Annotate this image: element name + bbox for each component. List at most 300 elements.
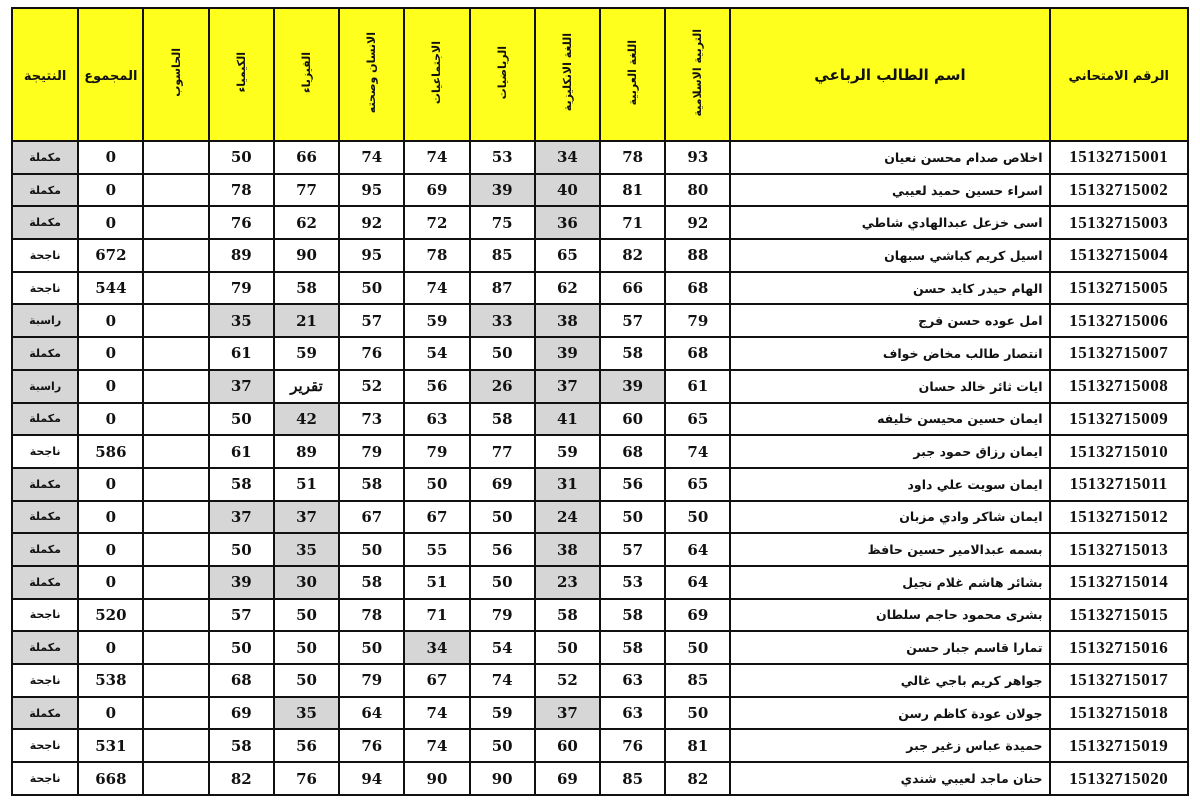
- header-subject-islamic: [665, 8, 730, 141]
- grade-cell: 61: [209, 337, 274, 370]
- table-row: [12, 435, 1188, 468]
- grade-cell: [143, 468, 208, 501]
- grade-cell: 82: [665, 762, 730, 795]
- table-row: [12, 664, 1188, 697]
- table-row: [12, 501, 1188, 534]
- grade-cell: 50: [209, 631, 274, 664]
- grade-cell: 34: [404, 631, 469, 664]
- grade-cell: [143, 533, 208, 566]
- grade-cell: 65: [535, 239, 600, 272]
- total-cell: 531: [78, 729, 143, 762]
- student-name-cell: تمارا قاسم جبار حسن: [730, 631, 1049, 664]
- header-subject-english: [535, 8, 600, 141]
- result-cell: ناجحة: [12, 762, 78, 795]
- total-cell: 0: [78, 697, 143, 730]
- student-name-cell: الهام حيدر كايد حسن: [730, 272, 1049, 305]
- header-subject-math: [470, 8, 535, 141]
- grade-cell: [143, 272, 208, 305]
- exam-number-cell: 15132715007: [1050, 337, 1188, 370]
- grade-cell: 76: [209, 206, 274, 239]
- student-name-cell: ايمان حسين محيسن خليفه: [730, 403, 1049, 436]
- grade-cell: 50: [339, 533, 404, 566]
- grade-cell: 58: [339, 566, 404, 599]
- result-cell: راسبة: [12, 304, 78, 337]
- grade-cell: 39: [535, 337, 600, 370]
- exam-number-cell: 15132715019: [1050, 729, 1188, 762]
- exam-number-cell: 15132715014: [1050, 566, 1188, 599]
- grade-cell: 34: [535, 141, 600, 174]
- student-name-cell: اسراء حسين حميد لعيبي: [730, 174, 1049, 207]
- grade-cell: 66: [274, 141, 339, 174]
- grade-cell: 50: [274, 664, 339, 697]
- grade-cell: [143, 403, 208, 436]
- grade-cell: 81: [600, 174, 665, 207]
- exam-number-cell: 15132715005: [1050, 272, 1188, 305]
- total-cell: 586: [78, 435, 143, 468]
- grade-cell: 40: [535, 174, 600, 207]
- grade-cell: 79: [404, 435, 469, 468]
- header-total: [78, 8, 143, 141]
- grade-cell: 94: [339, 762, 404, 795]
- grade-cell: 85: [600, 762, 665, 795]
- grade-cell: 37: [535, 370, 600, 403]
- grade-cell: 37: [274, 501, 339, 534]
- grade-cell: 50: [665, 697, 730, 730]
- grade-cell: 50: [470, 337, 535, 370]
- header-row: [12, 8, 1188, 141]
- total-cell: 0: [78, 337, 143, 370]
- student-name-cell: ايمان رزاق حمود جبر: [730, 435, 1049, 468]
- result-cell: مكملة: [12, 141, 78, 174]
- total-cell: 0: [78, 370, 143, 403]
- grade-cell: 35: [274, 533, 339, 566]
- grade-cell: 62: [535, 272, 600, 305]
- grade-cell: [143, 174, 208, 207]
- grade-cell: [143, 337, 208, 370]
- grade-cell: [143, 141, 208, 174]
- grade-cell: 82: [600, 239, 665, 272]
- grade-cell: 58: [535, 599, 600, 632]
- grade-cell: 56: [600, 468, 665, 501]
- grade-cell: 64: [665, 533, 730, 566]
- grade-cell: 90: [404, 762, 469, 795]
- grade-cell: 58: [209, 729, 274, 762]
- grade-cell: 62: [274, 206, 339, 239]
- exam-number-cell: 15132715002: [1050, 174, 1188, 207]
- grade-cell: 50: [665, 631, 730, 664]
- exam-number-cell: 15132715003: [1050, 206, 1188, 239]
- grade-cell: 50: [274, 599, 339, 632]
- grade-cell: 67: [404, 501, 469, 534]
- grade-cell: 77: [470, 435, 535, 468]
- table-row: [12, 599, 1188, 632]
- grade-cell: 50: [600, 501, 665, 534]
- grade-cell: 65: [665, 468, 730, 501]
- grade-cell: 39: [209, 566, 274, 599]
- grade-cell: 35: [209, 304, 274, 337]
- subject-label: الحاسوب: [169, 48, 183, 97]
- student-name-cell: اسيل كريم كباشي سبهان: [730, 239, 1049, 272]
- exam-number-cell: 15132715012: [1050, 501, 1188, 534]
- grade-cell: 50: [470, 729, 535, 762]
- grade-cell: 74: [470, 664, 535, 697]
- grade-cell: 75: [470, 206, 535, 239]
- grade-cell: 50: [209, 403, 274, 436]
- student-name-cell: جواهر كريم باجي غالي: [730, 664, 1049, 697]
- grade-cell: 35: [274, 697, 339, 730]
- grade-cell: 79: [665, 304, 730, 337]
- grade-cell: 26: [470, 370, 535, 403]
- grade-cell: 74: [339, 141, 404, 174]
- total-cell: 672: [78, 239, 143, 272]
- grade-cell: 24: [535, 501, 600, 534]
- total-cell: 538: [78, 664, 143, 697]
- table-row: [12, 403, 1188, 436]
- grade-cell: [143, 370, 208, 403]
- grade-cell: 60: [600, 403, 665, 436]
- grade-cell: 92: [339, 206, 404, 239]
- grade-cell: 81: [665, 729, 730, 762]
- grade-cell: 76: [339, 729, 404, 762]
- grade-cell: 73: [339, 403, 404, 436]
- grade-cell: 56: [274, 729, 339, 762]
- result-cell: ناجحة: [12, 435, 78, 468]
- grade-cell: 50: [339, 631, 404, 664]
- result-cell: مكملة: [12, 337, 78, 370]
- grade-cell: 72: [404, 206, 469, 239]
- grade-cell: 50: [470, 501, 535, 534]
- result-cell: مكملة: [12, 206, 78, 239]
- grade-cell: 58: [339, 468, 404, 501]
- header-result-label: النتيجة: [23, 69, 67, 84]
- grade-cell: 77: [274, 174, 339, 207]
- subject-label: الانسان وصحته: [365, 31, 379, 114]
- grade-cell: 55: [404, 533, 469, 566]
- table-row: [12, 762, 1188, 795]
- grade-cell: 50: [339, 272, 404, 305]
- header-exam-number: [1050, 8, 1188, 141]
- grade-cell: [143, 631, 208, 664]
- total-cell: 0: [78, 501, 143, 534]
- subject-label: اللغة الانكليزية: [560, 33, 574, 112]
- grade-cell: 78: [209, 174, 274, 207]
- grade-cell: تقرير: [274, 370, 339, 403]
- grade-cell: 76: [600, 729, 665, 762]
- grade-cell: 59: [404, 304, 469, 337]
- grade-cell: [143, 762, 208, 795]
- total-cell: 0: [78, 468, 143, 501]
- result-cell: مكملة: [12, 631, 78, 664]
- exam-number-cell: 15132715017: [1050, 664, 1188, 697]
- results-table: [11, 7, 1189, 796]
- grade-cell: 53: [600, 566, 665, 599]
- total-cell: 668: [78, 762, 143, 795]
- grade-cell: 90: [274, 239, 339, 272]
- grade-cell: 59: [470, 697, 535, 730]
- grade-cell: [143, 599, 208, 632]
- header-exam-number-label: الرقم الامتحاني: [1068, 69, 1169, 84]
- subject-label: الرياضيات: [495, 45, 509, 100]
- total-cell: 0: [78, 206, 143, 239]
- grade-cell: 50: [209, 533, 274, 566]
- grade-cell: [143, 697, 208, 730]
- grade-cell: 64: [665, 566, 730, 599]
- grade-cell: 79: [209, 272, 274, 305]
- grade-cell: 88: [665, 239, 730, 272]
- grade-cell: 21: [274, 304, 339, 337]
- grade-cell: 74: [404, 272, 469, 305]
- grade-cell: 50: [470, 566, 535, 599]
- student-name-cell: بشرى محمود حاجم سلطان: [730, 599, 1049, 632]
- grade-cell: [143, 206, 208, 239]
- student-name-cell: حميدة عباس زغير جبر: [730, 729, 1049, 762]
- student-name-cell: بشائر هاشم غلام نجيل: [730, 566, 1049, 599]
- header-subject-arabic: [600, 8, 665, 141]
- grade-cell: 50: [209, 141, 274, 174]
- table-row: [12, 729, 1188, 762]
- grade-cell: 76: [339, 337, 404, 370]
- grade-cell: 30: [274, 566, 339, 599]
- exam-number-cell: 15132715004: [1050, 239, 1188, 272]
- table-row: [12, 141, 1188, 174]
- header-total-label: المجموع: [84, 69, 138, 84]
- grade-cell: 52: [339, 370, 404, 403]
- header-subject-health: [339, 8, 404, 141]
- grade-cell: [143, 664, 208, 697]
- grade-cell: 89: [274, 435, 339, 468]
- grade-cell: 61: [209, 435, 274, 468]
- grade-cell: 93: [665, 141, 730, 174]
- grade-cell: 87: [470, 272, 535, 305]
- result-cell: ناجحة: [12, 599, 78, 632]
- table-row: [12, 468, 1188, 501]
- grade-cell: 58: [209, 468, 274, 501]
- header-student-name: [730, 8, 1049, 141]
- grade-cell: 57: [600, 304, 665, 337]
- grade-cell: 56: [470, 533, 535, 566]
- table-row: [12, 370, 1188, 403]
- grade-cell: 37: [535, 697, 600, 730]
- grade-cell: 74: [404, 697, 469, 730]
- result-cell: راسبة: [12, 370, 78, 403]
- grade-cell: 78: [600, 141, 665, 174]
- grade-cell: 79: [339, 435, 404, 468]
- result-cell: مكملة: [12, 468, 78, 501]
- result-cell: مكملة: [12, 501, 78, 534]
- grade-cell: 50: [274, 631, 339, 664]
- grade-cell: 58: [470, 403, 535, 436]
- grade-cell: 74: [404, 729, 469, 762]
- grade-cell: 23: [535, 566, 600, 599]
- grade-cell: 78: [339, 599, 404, 632]
- student-name-cell: بسمه عبدالامير حسين حافظ: [730, 533, 1049, 566]
- total-cell: 0: [78, 533, 143, 566]
- grade-cell: 41: [535, 403, 600, 436]
- grade-cell: [143, 566, 208, 599]
- table-row: [12, 272, 1188, 305]
- header-subject-physics: [274, 8, 339, 141]
- header-result: [12, 8, 78, 141]
- grade-cell: 50: [665, 501, 730, 534]
- grade-cell: 66: [600, 272, 665, 305]
- grade-cell: [143, 239, 208, 272]
- grade-cell: 74: [665, 435, 730, 468]
- grade-cell: 39: [470, 174, 535, 207]
- table-row: [12, 631, 1188, 664]
- grade-cell: 38: [535, 304, 600, 337]
- grade-cell: 71: [404, 599, 469, 632]
- grade-cell: 59: [535, 435, 600, 468]
- grade-cell: 36: [535, 206, 600, 239]
- header-student-name-label: اسم الطالب الرباعي: [814, 66, 966, 84]
- grade-cell: 82: [209, 762, 274, 795]
- grade-cell: 33: [470, 304, 535, 337]
- table-row: [12, 566, 1188, 599]
- grade-cell: 31: [535, 468, 600, 501]
- grade-cell: 69: [209, 697, 274, 730]
- grade-cell: 63: [600, 664, 665, 697]
- result-cell: ناجحة: [12, 272, 78, 305]
- grade-cell: 85: [665, 664, 730, 697]
- table-row: [12, 337, 1188, 370]
- subject-label: التربية الاسلامية: [691, 28, 705, 117]
- student-name-cell: اخلاص صدام محسن نعيان: [730, 141, 1049, 174]
- table-row: [12, 239, 1188, 272]
- grade-cell: 85: [470, 239, 535, 272]
- grade-cell: 54: [404, 337, 469, 370]
- grade-cell: 57: [209, 599, 274, 632]
- exam-number-cell: 15132715001: [1050, 141, 1188, 174]
- grade-cell: 52: [535, 664, 600, 697]
- grade-cell: 65: [665, 403, 730, 436]
- grade-cell: 38: [535, 533, 600, 566]
- table-row: [12, 533, 1188, 566]
- grade-cell: 37: [209, 501, 274, 534]
- subject-label: اللغة العربية: [626, 39, 640, 106]
- grade-cell: 71: [600, 206, 665, 239]
- student-name-cell: جولان عودة كاظم رسن: [730, 697, 1049, 730]
- grade-cell: 58: [600, 631, 665, 664]
- grade-cell: 69: [470, 468, 535, 501]
- result-cell: مكملة: [12, 533, 78, 566]
- exam-number-cell: 15132715008: [1050, 370, 1188, 403]
- total-cell: 520: [78, 599, 143, 632]
- grade-cell: 57: [339, 304, 404, 337]
- header-subject-computer: [143, 8, 208, 141]
- header-subject-social: [404, 8, 469, 141]
- grade-cell: 58: [600, 599, 665, 632]
- exam-number-cell: 15132715006: [1050, 304, 1188, 337]
- grade-cell: 54: [470, 631, 535, 664]
- result-cell: مكملة: [12, 697, 78, 730]
- grade-cell: 63: [600, 697, 665, 730]
- grade-cell: [143, 304, 208, 337]
- student-name-cell: ايمان شاكر وادي مزبان: [730, 501, 1049, 534]
- grade-cell: 89: [209, 239, 274, 272]
- table-row: [12, 697, 1188, 730]
- grade-cell: 80: [665, 174, 730, 207]
- table-body: [12, 141, 1188, 795]
- total-cell: 0: [78, 631, 143, 664]
- grade-cell: 79: [339, 664, 404, 697]
- student-name-cell: ايمان سويت علي داود: [730, 468, 1049, 501]
- grade-cell: 90: [470, 762, 535, 795]
- table-header: [12, 8, 1188, 141]
- grade-cell: 56: [404, 370, 469, 403]
- table-row: [12, 304, 1188, 337]
- grade-cell: 61: [665, 370, 730, 403]
- total-cell: 0: [78, 174, 143, 207]
- student-name-cell: حنان ماجد لعيبي شندي: [730, 762, 1049, 795]
- grade-cell: 69: [535, 762, 600, 795]
- grade-cell: 95: [339, 239, 404, 272]
- grade-cell: 42: [274, 403, 339, 436]
- exam-number-cell: 15132715016: [1050, 631, 1188, 664]
- grade-cell: 37: [209, 370, 274, 403]
- total-cell: 0: [78, 304, 143, 337]
- grade-cell: 68: [665, 337, 730, 370]
- total-cell: 0: [78, 141, 143, 174]
- grade-cell: 50: [535, 631, 600, 664]
- grade-cell: 68: [209, 664, 274, 697]
- grade-cell: 76: [274, 762, 339, 795]
- subject-label: الاجتماعيات: [430, 40, 444, 105]
- total-cell: 544: [78, 272, 143, 305]
- grade-cell: [143, 435, 208, 468]
- grade-cell: 68: [600, 435, 665, 468]
- result-cell: ناجحة: [12, 664, 78, 697]
- grade-cell: 67: [339, 501, 404, 534]
- grade-cell: 39: [600, 370, 665, 403]
- total-cell: 0: [78, 403, 143, 436]
- grade-cell: 64: [339, 697, 404, 730]
- header-subject-chemistry: [209, 8, 274, 141]
- grade-cell: 79: [470, 599, 535, 632]
- exam-number-cell: 15132715013: [1050, 533, 1188, 566]
- student-name-cell: اسى خزعل عبدالهادي شاطي: [730, 206, 1049, 239]
- grade-cell: 51: [274, 468, 339, 501]
- grade-cell: 58: [600, 337, 665, 370]
- grade-cell: 67: [404, 664, 469, 697]
- grade-cell: 74: [404, 141, 469, 174]
- grade-cell: 78: [404, 239, 469, 272]
- grade-cell: [143, 501, 208, 534]
- grade-cell: 63: [404, 403, 469, 436]
- grade-cell: 68: [665, 272, 730, 305]
- grade-cell: 60: [535, 729, 600, 762]
- grade-cell: 57: [600, 533, 665, 566]
- subject-label: الفيزياء: [300, 51, 314, 94]
- result-cell: ناجحة: [12, 239, 78, 272]
- grade-cell: 92: [665, 206, 730, 239]
- grade-cell: 69: [404, 174, 469, 207]
- exam-number-cell: 15132715015: [1050, 599, 1188, 632]
- exam-number-cell: 15132715018: [1050, 697, 1188, 730]
- result-cell: مكملة: [12, 174, 78, 207]
- exam-number-cell: 15132715011: [1050, 468, 1188, 501]
- grade-cell: 51: [404, 566, 469, 599]
- grade-cell: 59: [274, 337, 339, 370]
- subject-label: الكيمياء: [234, 52, 248, 93]
- grade-cell: 58: [274, 272, 339, 305]
- exam-number-cell: 15132715009: [1050, 403, 1188, 436]
- table-row: [12, 206, 1188, 239]
- grade-cell: 50: [404, 468, 469, 501]
- student-name-cell: انتصار طالب مخاض خواف: [730, 337, 1049, 370]
- student-name-cell: امل عوده حسن فرج: [730, 304, 1049, 337]
- result-cell: مكملة: [12, 403, 78, 436]
- table-row: [12, 174, 1188, 207]
